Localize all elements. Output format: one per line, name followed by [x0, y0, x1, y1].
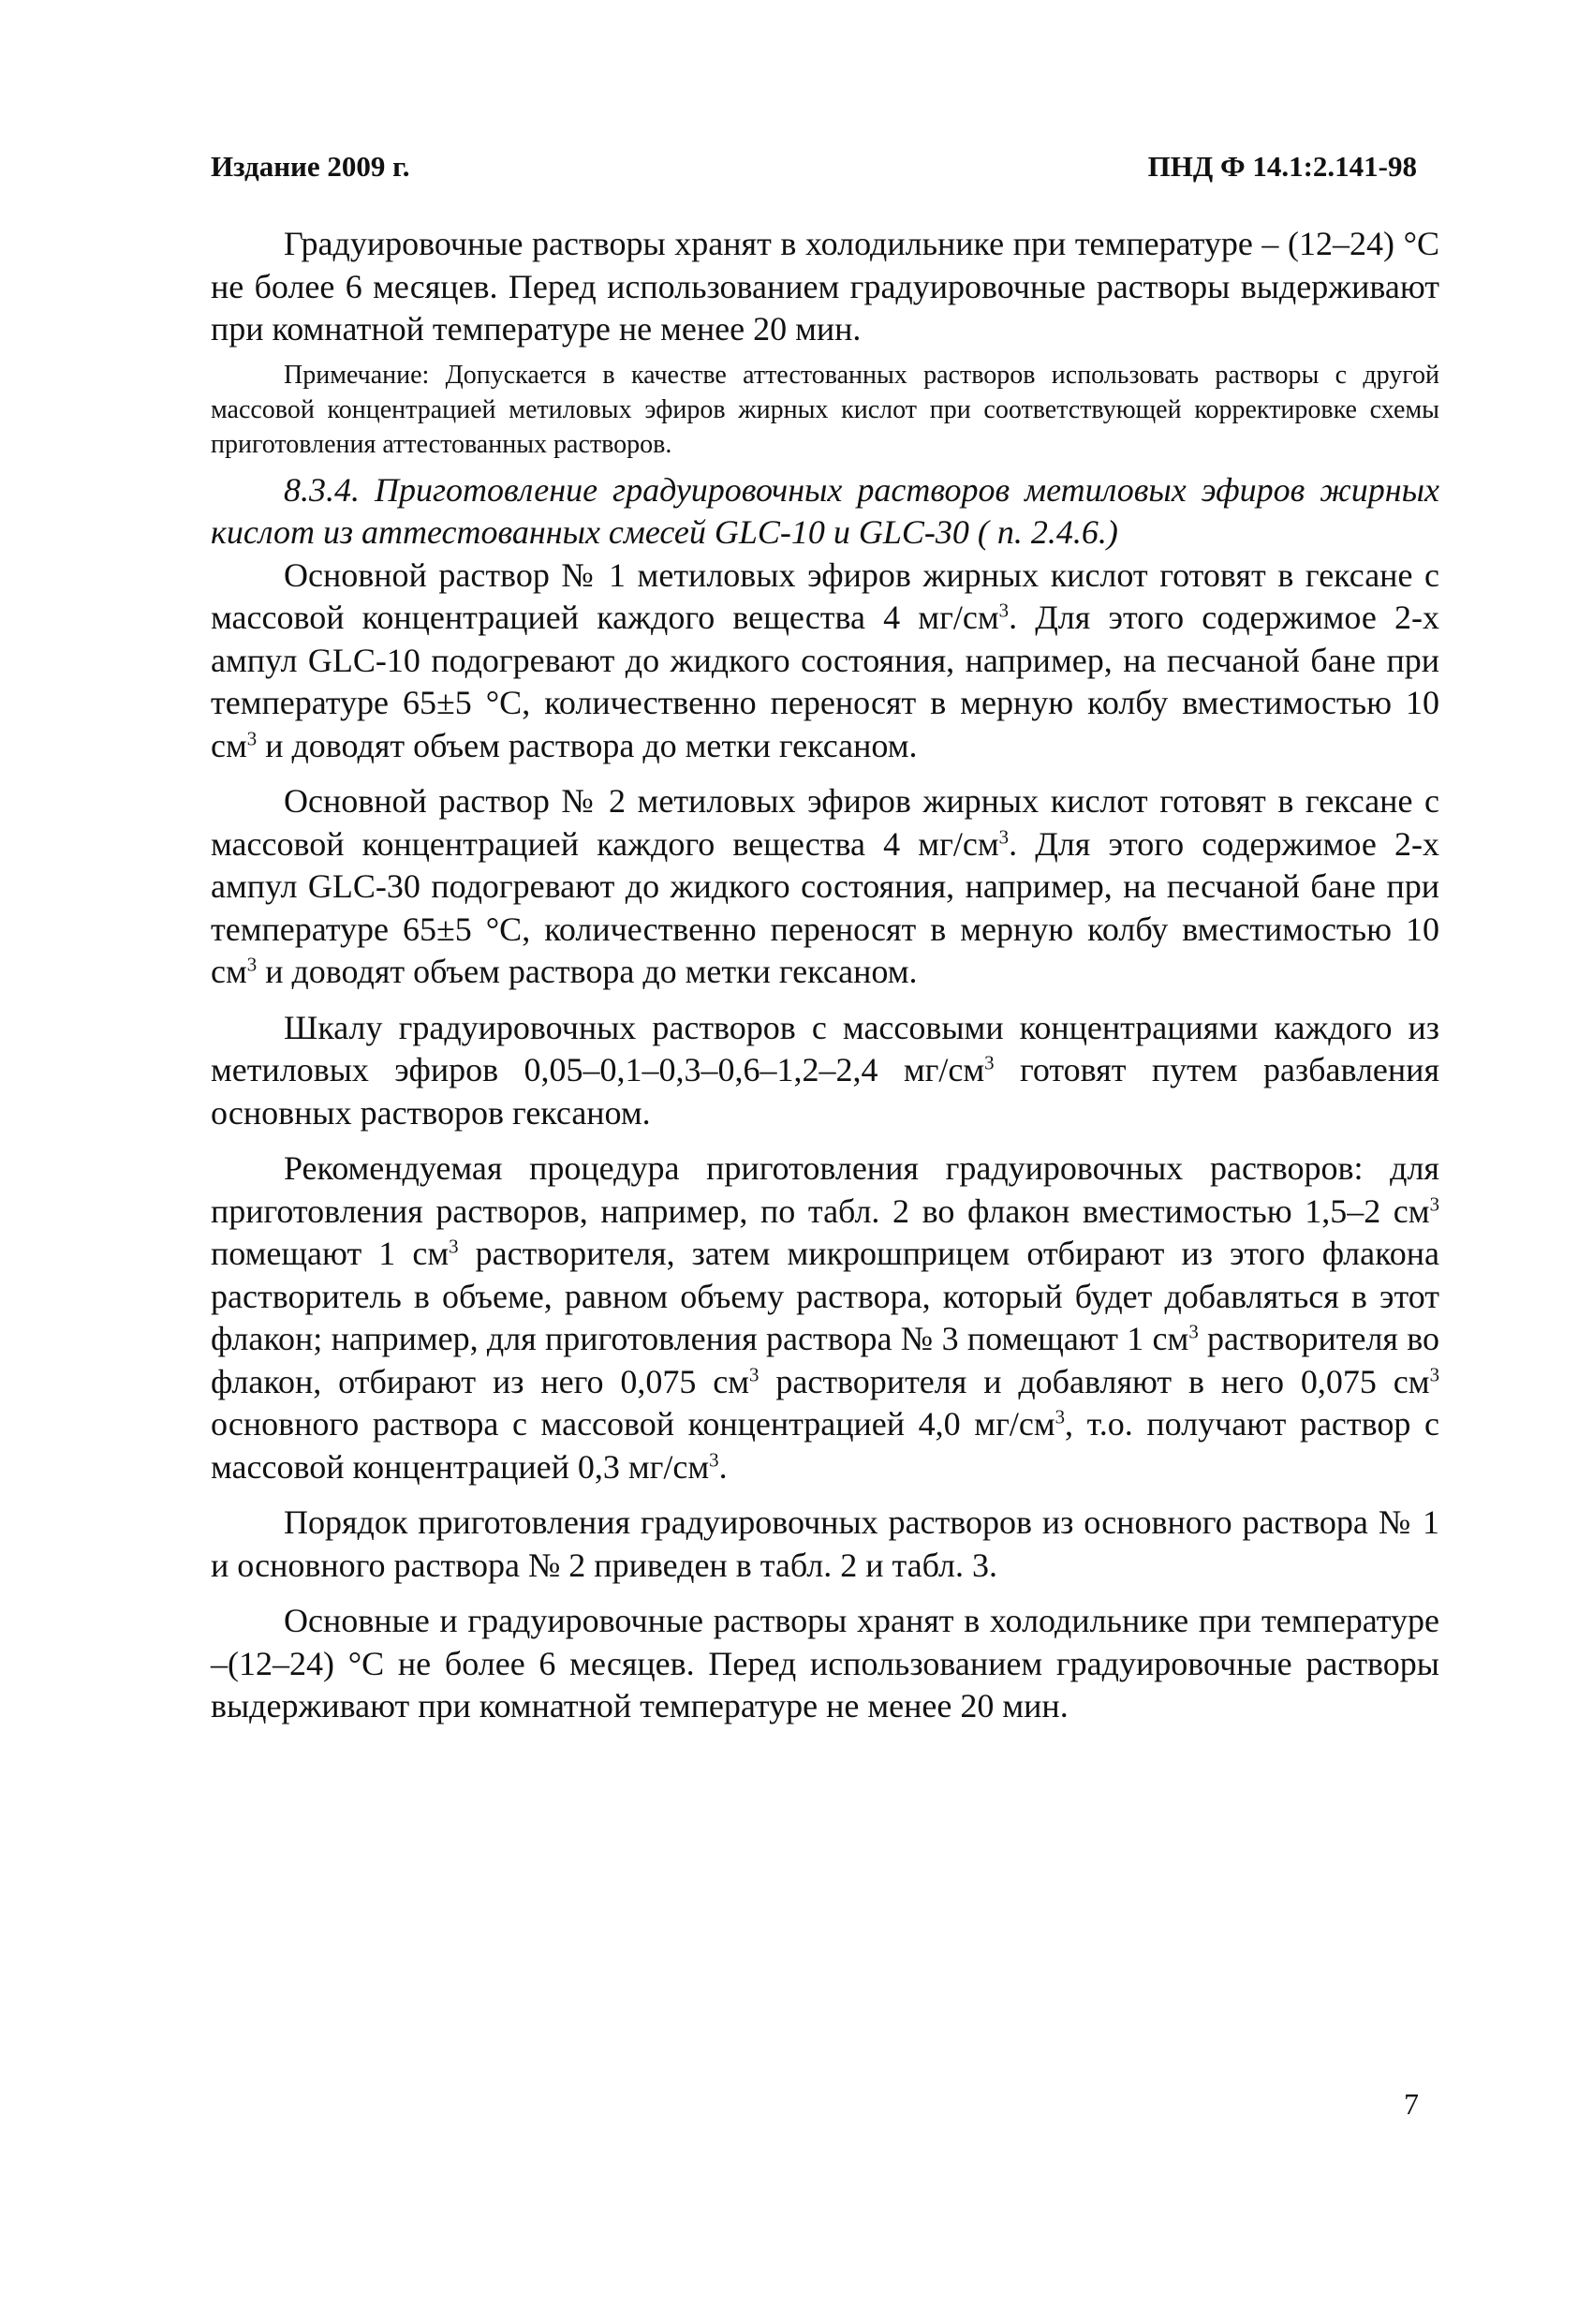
document-code-header: ПНД Ф 14.1:2.141-98	[1147, 150, 1417, 183]
text-run: Рекомендуемая процедура приготовления градуировочных растворов: для приготовления растворов, например, по табл. 2 во флакон вместимостью 1,5–2 см	[211, 1149, 1439, 1230]
text-run: Шкалу градуировочных растворов с массовыми концентрациями каждого из метиловых эфиров 0,05–0,1–0,3–0,6–1,2–2,4 мг/см	[211, 1008, 1439, 1088]
superscript: 3	[246, 726, 258, 749]
superscript: 3	[998, 599, 1010, 622]
note-label: Примечание:	[284, 360, 430, 390]
text-run: растворителя и добавляют в него 0,075 см	[759, 1362, 1430, 1400]
superscript: 3	[1429, 1362, 1439, 1385]
text-run: . Для этого содержимое 2-х ампул GLC-30 подогревают до жидкого состояния, например, на песчаной бане при температуре 65±5 °С, количественно переносят в мерную колбу вместимостью 10 см	[211, 824, 1439, 990]
edition-header: Издание 2009 г.	[211, 150, 410, 183]
text-run: и доводят объем раствора до метки гексаном.	[257, 726, 918, 764]
text-run: и доводят объем раствора до метки гексаном.	[257, 953, 918, 990]
text-run: растворителя во флакон, отбирают из него 0,075 см	[211, 1320, 1439, 1400]
paragraph-stock-solution-2	[211, 780, 1439, 994]
text-run: , т.о. получают раствор с массовой концентрацией 0,3 мг/см	[211, 1405, 1439, 1486]
paragraph-storage-2: Основные и градуировочные растворы хранят в холодильнике при температуре –(12–24) °С не более 6 месяцев. Перед использованием градуировочные растворы выдерживают при комнатной температуре не менее 20 мин.	[211, 1602, 1439, 1724]
superscript: 3	[1429, 1192, 1439, 1215]
text-run: Основной раствор № 1 метиловых эфиров жирных кислот готовят в гексане с массовой концентрацией каждого вещества 4 мг/см	[211, 555, 1439, 636]
note-paragraph	[211, 358, 1439, 462]
paragraph-storage-1: Градуировочные растворы хранят в холодильнике при температуре – (12–24) °С не более 6 месяцев. Перед использованием градуировочные растворы выдерживают при комнатной температуре не менее 20 мин.	[211, 225, 1439, 348]
text-run: Основной раствор № 2 метиловых эфиров жирных кислот готовят в гексане с массовой концентрацией каждого вещества 4 мг/см	[211, 782, 1439, 863]
superscript: 3	[1188, 1320, 1199, 1343]
body-text	[211, 223, 1439, 1728]
superscript: 3	[709, 1447, 719, 1471]
text-run: растворителя, затем микрошприцем отбирают из этого флакона растворитель в объеме, равном объему раствора, который будет добавляться в этот флакон; например, для приготовления раствора № 3 помещают 1 см	[211, 1235, 1439, 1357]
paragraph-procedure	[211, 1147, 1439, 1488]
paragraph-scale	[211, 1007, 1439, 1135]
text-run: основного раствора с массовой концентрацией 4,0 мг/см	[211, 1405, 1055, 1443]
note-text: Допускается в качестве аттестованных растворов использовать растворы с другой массовой концентрацией метиловых эфиров жирных кислот при соответствующей корректировке схемы приготовления аттестованных растворов.	[211, 360, 1439, 459]
superscript: 3	[246, 953, 258, 976]
superscript: 3	[1055, 1405, 1066, 1428]
superscript: 3	[998, 824, 1010, 848]
text-run: готовят путем разбавления основных растворов гексаном.	[211, 1051, 1440, 1132]
page-number: 7	[1404, 2087, 1419, 2121]
text-run: помещают 1 см	[211, 1235, 450, 1272]
text-run: . Для этого содержимое 2-х ампул GLC-10 подогревают до жидкого состояния, например, на песчаной бане при температуре 65±5 °С, количественно переносят в мерную колбу вместимостью 10 см	[211, 599, 1439, 764]
superscript: 3	[749, 1362, 760, 1385]
paragraph-order: Порядок приготовления градуировочных растворов из основного раствора № 1 и основного раствора № 2 приведен в табл. 2 и табл. 3.	[211, 1503, 1439, 1584]
superscript: 3	[984, 1051, 995, 1074]
superscript: 3	[449, 1235, 459, 1258]
section-heading: 8.3.4. Приготовление градуировочных растворов метиловых эфиров жирных кислот из аттестованных смесей GLC-10 и GLC-30 ( п. 2.4.6.)	[211, 470, 1439, 551]
text-run: .	[718, 1447, 728, 1486]
paragraph-stock-solution-1	[211, 555, 1439, 768]
